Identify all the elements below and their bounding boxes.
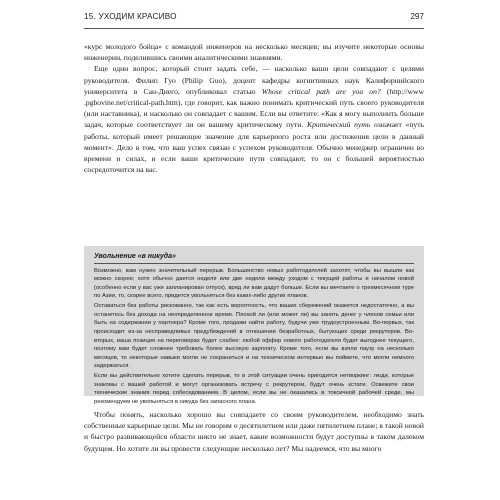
- main-text-bottom: [84, 409, 424, 454]
- sidebar-box: [84, 246, 424, 405]
- chapter-title: 15. УХОДИМ КРАСИВО: [84, 12, 177, 21]
- sidebar-divider: [94, 263, 414, 264]
- sidebar-paragraph: Если вы действительно хотите сделать перерыв, то в этой ситуации очень пригодится нетворкинг: люди, которые знакомы с вашей работой и могут организовать встречу с рекрутером, будут очень кстати. Освежите свои технические знания перед собеседованием. В целом, если вы не оказались в токсичной рабочей среде, мы рекомендуем не увольняться в никуда без запасного плана.: [94, 373, 414, 405]
- running-header: [84, 12, 424, 29]
- term-definition: Критический путь: [307, 120, 371, 130]
- text-run: означает «путь работы, который имеет решающее значение для карьерного роста или достижения цели в данный момент». Дело в том, что ваш успех связан с успехом руководителя. Обычно менеджер ограничен во времени и силах, и если ваши критические пути совпадают, то он с большей вероятностью сосредоточится на вас.: [84, 120, 424, 175]
- sidebar-paragraph: Оставаться без работы рискованно, так как есть вероятность, что ваших сбережений окажется недостаточно, а вы останетесь без дохода на неопределенное время. Плохой ли (или может ли) вы занять денег у членов семьи или быть на содержании у партнера? Кроме того, продажи найти работу, будучи уже трудоустроенным. Во-первых, так происходит из-за несправедливых предубеждений в отношении безработных, бытующих среди рекрутеров. Во-вторых, ваша позиция на переговорах будет слабее: любой оффер нового работодателя будет выгоднее текущего, поэтому вам будет сложнее требовать более высокую зарплату. Кроме того, если вы взяли паузу на несколько месяцев, то некоторые навыки могли не сохраниться и на техническом интервью вы поймете, что могли немного задержаться.: [94, 303, 414, 370]
- paragraph-critical-path: [84, 63, 424, 175]
- page-number: 297: [410, 12, 424, 21]
- paragraph: Чтобы понять, насколько хорошо вы совпадаете со своим руководителем, необходимо знать собственные карьерные цели. Мы не говорим о десятилетнем или даже пятилетнем плане; в такой новой и быстро развивающейся области никто не знает, какие возможности будут доступны в таком далеком будущем. Но хотите ли вы провести следующие несколько лет? Мы надеемся, что вы много: [84, 410, 424, 453]
- main-text-top: [84, 41, 424, 175]
- paragraph: «курс молодого бойца» с командой инженеров на несколько месяцев; вы изучите некоторые основы инженерии, поделившись своими аналитическими знаниями.: [84, 42, 424, 63]
- article-title: Whose critical path are you on?: [261, 86, 381, 96]
- sidebar-paragraph: Возможно, вам нужен значительный перерыв. Большинство новых работодателей захотят, чтобы вы вышли как можно скорее; хотя обычно дается неделя или две недели между уходом с текущей работы и началом новой (особенно если у вас уже запланирован отпуск), вряд ли вам дадут больше. Если вы мечтаете о трехмесячном туре по Азии, то, скорее всего, придется увольняться без каких-либо других планов.: [94, 267, 414, 300]
- sidebar-title: Увольнение «в никуда»: [94, 253, 176, 260]
- text-run: Еще один вопрос, который стоит задать себе, — насколько ваши цели совпадают с целями руководителя. Филип Гуо (Philip Guo), доцент кафедры когнитивных наук Калифорнийского университета в Сан-Диего, опубликовал статью: [84, 64, 424, 96]
- text-run: (http://www .pgbovine.net/critical-path.htm), где говорит, как важно понимать критический путь своего руководителя (или наставника), и насколько он совпадает с вашим. Если вы ответите: «Как я могу выполнить больше задач, которые соответствует ли он вашему критическому пути.: [84, 86, 425, 130]
